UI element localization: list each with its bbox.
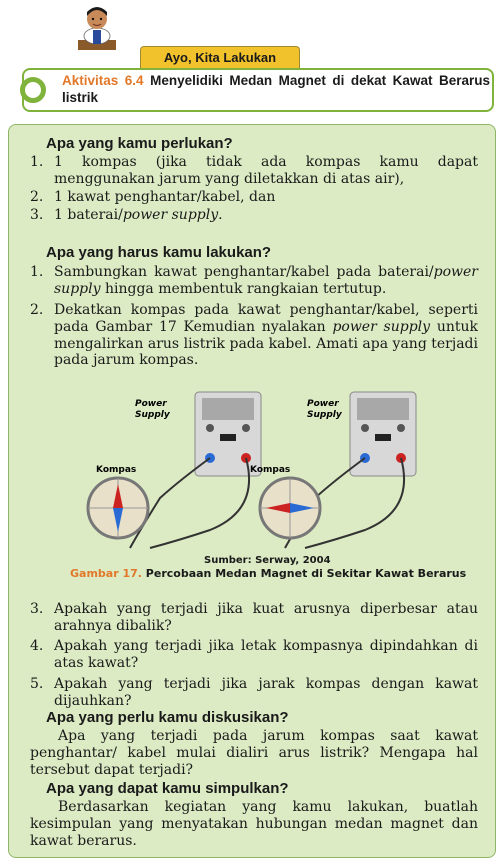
power-label-left: Power (135, 399, 167, 409)
list-item (30, 207, 478, 224)
list-text: 1 kompas (jika tidak ada kompas kamu dapat menggunakan jarum yang diletakkan di atas air), (54, 154, 478, 187)
list-item (30, 264, 478, 298)
ring-icon (20, 77, 46, 103)
section-tab (140, 46, 300, 69)
list-item (30, 189, 478, 206)
list-text: 1 kawat penghantar/kabel, dan (54, 189, 276, 205)
list-item (30, 638, 478, 672)
supply-label-left: Supply (135, 410, 170, 420)
power-supply-right (350, 392, 416, 476)
list-text: Apakah yang terjadi jika kuat arusnya diperbesar atau arahnya dibalik? (54, 601, 478, 634)
list-number: 4. (30, 638, 44, 654)
list-number: 5. (30, 676, 44, 692)
heading-conclude: Apa yang dapat kamu simpulkan? (46, 780, 289, 797)
activity-label: Aktivitas 6.4 (62, 73, 144, 88)
caption-text: Percobaan Medan Magnet di Sekitar Kawat Berarus (145, 567, 467, 580)
section-tab-label: Ayo, Kita Lakukan (163, 50, 277, 65)
figure-credit: Sumber: Serway, 2004 (204, 555, 331, 566)
list-text: Sambungkan kawat penghantar/kabel pada baterai/power supply hingga membentuk rangkaian tertutup. (54, 264, 478, 297)
activity-title (62, 72, 490, 106)
discuss-paragraph: Apa yang terjadi pada jarum kompas saat kawat penghantar/ kabel mulai dialiri arus listrik? Mengapa hal tersebut dapat terjadi? (30, 728, 478, 778)
list-text: Dekatkan kompas pada kawat penghantar/kabel, seperti pada Gambar 17 Kemudian nyalakan power supply untuk mengalirkan arus listrik pada kabel. Amati apa yang terjadi pada jarum kompas. (54, 302, 478, 369)
heading-needs: Apa yang kamu perlukan? (46, 135, 233, 152)
compass-right-icon (260, 478, 320, 538)
kompas-label-right: Kompas (250, 465, 291, 475)
list-text: Apakah yang terjadi jika jarak kompas dengan kawat dijauhkan? (54, 676, 478, 709)
list-item (30, 302, 478, 369)
list-number: 2. (30, 189, 44, 205)
supply-label-right: Supply (307, 410, 342, 420)
kompas-label-left: Kompas (96, 465, 137, 475)
student-mascot-icon (72, 2, 122, 52)
list-number: 1. (30, 154, 44, 170)
list-item (30, 154, 478, 188)
list-number: 1. (30, 264, 44, 280)
power-label-right: Power (307, 399, 339, 409)
figure-caption (70, 567, 466, 580)
heading-do: Apa yang harus kamu lakukan? (46, 244, 272, 261)
conclude-paragraph: Berdasarkan kegiatan yang kamu lakukan, buatlah kesimpulan yang menyatakan hubungan medan magnet dan kawat berarus. (30, 799, 478, 849)
list-item (30, 676, 478, 710)
list-number: 3. (30, 601, 44, 617)
list-number: 3. (30, 207, 44, 223)
compass-experiment-figure (60, 380, 480, 552)
list-text: Apakah yang terjadi jika letak kompasnya dipindahkan di atas kawat? (54, 638, 478, 671)
compass-left-icon (88, 478, 148, 538)
list-item (30, 601, 478, 635)
power-supply-left (195, 392, 261, 476)
caption-label: Gambar 17. (70, 567, 142, 580)
list-text: 1 baterai/power supply. (54, 207, 223, 223)
activity-title-text: Menyelidiki Medan Magnet di dekat Kawat Berarus listrik (62, 73, 490, 105)
list-number: 2. (30, 302, 44, 318)
heading-discuss: Apa yang perlu kamu diskusikan? (46, 709, 289, 726)
